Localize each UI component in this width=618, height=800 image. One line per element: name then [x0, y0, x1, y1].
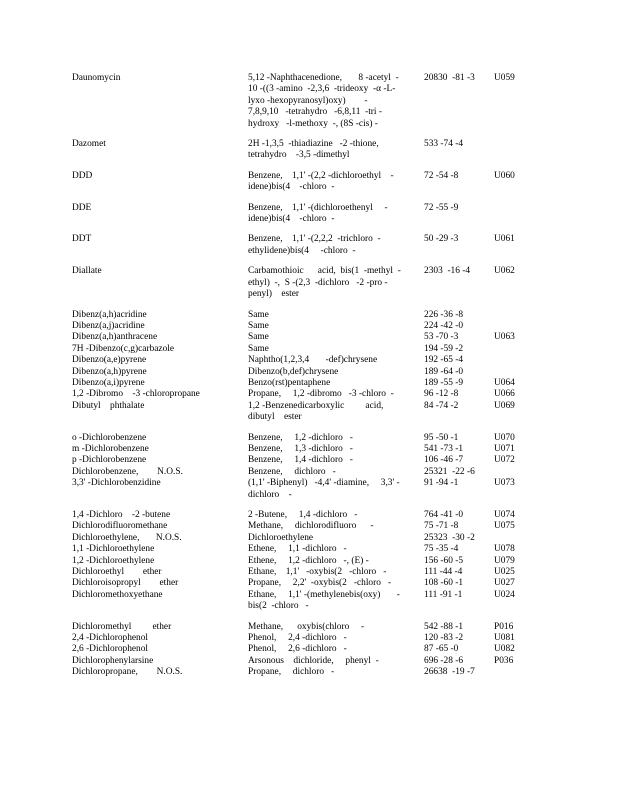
table-row: [72, 203, 532, 235]
cas-number: 91 -94 -1: [424, 478, 459, 489]
chemical-synonym: Same: [248, 320, 269, 331]
table-row: [72, 556, 532, 567]
waste-code: U070: [494, 432, 515, 443]
cas-number: 189 -64 -0: [424, 366, 464, 377]
table-row: [72, 644, 532, 655]
substance-name: Dichloroethyl ether: [72, 567, 162, 578]
cas-number: 764 -41 -0: [424, 510, 464, 520]
cas-number: 75 -35 -4: [424, 544, 459, 555]
chemical-synonym: Ethene, 1,1 -dichloro -: [248, 544, 347, 555]
waste-code: U061: [494, 234, 515, 245]
chemical-synonym: Carbamothioic acid, bis(1 -methyl - ethyl) -, S -(2,3 -dichloro -2 -pro - penyl) ester: [248, 266, 401, 300]
cas-number: 111 -91 -1: [424, 589, 463, 600]
chemical-synonym: Phenol, 2,4 -dichloro -: [248, 633, 347, 644]
cas-number: 111 -44 -4: [424, 567, 463, 578]
chemical-synonym: Propane, 1,2 -dibromo -3 -chloro -: [248, 389, 394, 400]
waste-code: [494, 310, 532, 321]
waste-code: U062: [494, 266, 515, 277]
waste-code: P036: [494, 655, 514, 666]
cas-number: 26638 -19 -7: [424, 667, 475, 678]
substance-name: Daunomycin: [72, 73, 121, 83]
table-row: [72, 590, 532, 622]
cas-number: 194 -59 -2: [424, 343, 464, 354]
waste-code: U064: [494, 377, 515, 388]
table-row: [72, 234, 532, 266]
substance-name: Dichlorodifluoromethane: [72, 521, 168, 532]
table-body: [72, 73, 532, 679]
waste-code: [494, 321, 532, 332]
chemical-synonym: Benzene, dichloro -: [248, 466, 336, 477]
cas-number: 541 -73 -1: [424, 443, 464, 454]
table-row: [72, 544, 532, 555]
waste-code: [494, 139, 532, 171]
cas-number: 87 -65 -0: [424, 644, 459, 655]
table-row: [72, 378, 532, 389]
cas-number: 96 -12 -8: [424, 389, 459, 400]
substance-name: Dibenzo(a,e)pyrene: [72, 355, 147, 366]
cas-number: 696 -28 -6: [424, 655, 464, 666]
substance-name: Dibutyl phthalate: [72, 400, 145, 411]
table-row: [72, 310, 532, 321]
chemical-synonym: Phenol, 2,6 -dichloro -: [248, 644, 347, 655]
table-row: [72, 332, 532, 343]
table-row: [72, 633, 532, 644]
substance-name: Dichloropropane, N.O.S.: [72, 667, 183, 678]
table-row: [72, 367, 532, 378]
waste-code: U027: [494, 578, 515, 589]
cas-number: 226 -36 -8: [424, 309, 464, 320]
table-row: [72, 171, 532, 203]
substance-name: p -Dichlorobenzene: [72, 455, 147, 466]
waste-code: P016: [494, 621, 514, 632]
waste-code: [494, 367, 532, 378]
table-row: [72, 533, 532, 544]
table-row: [72, 444, 532, 455]
substance-name: Diallate: [72, 266, 102, 277]
substance-name: Dibenz(a,h)anthracene: [72, 332, 158, 343]
waste-code: U073: [494, 478, 515, 489]
cas-number: 542 -88 -1: [424, 621, 464, 632]
substance-name: DDT: [72, 234, 92, 245]
table-row: [72, 344, 532, 355]
table-row: [72, 667, 532, 678]
cas-number: 72 -55 -9: [424, 202, 459, 213]
chemical-synonym: Benzene, 1,1' -(2,2,2 -trichloro - ethylidene)bis(4 -chloro -: [248, 234, 381, 256]
table-row: [72, 467, 532, 478]
table-row: [72, 567, 532, 578]
substance-name: 1,2 -Dichloroethylene: [72, 555, 155, 566]
chemical-synonym: (1,1' -Biphenyl) -4,4' -diamine, 3,3' - dichloro -: [248, 478, 400, 500]
table-row: [72, 510, 532, 521]
chemical-synonym: Benzo(rst)pentaphene: [248, 377, 331, 388]
chemical-synonym: Propane, dichloro -: [248, 667, 335, 678]
table-row: [72, 455, 532, 466]
cas-number: 25321 -22 -6: [424, 466, 475, 477]
chemical-synonym: Same: [248, 309, 269, 320]
substance-name: Dibenz(a,h)acridine: [72, 309, 147, 320]
substance-name: 2,6 -Dichlorophenol: [72, 644, 149, 655]
chemical-synonym: Ethane, 1,1' -(methylenebis(oxy) - bis(2 -chloro -: [248, 589, 400, 612]
substance-name: Dichloromethoxyethane: [72, 589, 163, 600]
substance-name: Dibenzo(a,h)pyrene: [72, 366, 147, 377]
chemical-synonym: Ethane, 1,1' -oxybis(2 -chloro -: [248, 567, 387, 578]
chemical-synonym: Same: [248, 343, 269, 354]
waste-code: U081: [494, 633, 515, 644]
chemical-synonym: Methane, oxybis(chloro -: [248, 621, 365, 632]
cas-number: 108 -60 -1: [424, 578, 464, 589]
chemical-synonym: 2H -1,3,5 -thiadiazine -2 -thione, tetrahydro -3,5 -dimethyl: [248, 139, 379, 161]
chemical-synonym: Benzene, 1,3 -dichloro -: [248, 443, 353, 454]
substance-name: Dibenzo(a,i)pyrene: [72, 377, 145, 388]
table-row: [72, 433, 532, 444]
substance-name: 1,4 -Dichloro -2 -butene: [72, 510, 171, 520]
waste-code: U069: [494, 400, 515, 411]
substance-name: 7H -Dibenzo(c,g)carbazole: [72, 343, 175, 354]
waste-code: U060: [494, 170, 515, 181]
chemical-synonym: Arsonous dichloride, phenyl -: [248, 655, 379, 666]
waste-code: [494, 344, 532, 355]
waste-code: [494, 467, 532, 478]
chemical-synonym: Benzene, 1,1' -(2,2 -dichloroethyl - idene)bis(4 -chloro -: [248, 170, 394, 193]
chemical-synonym: 1,2 -Benzenedicarboxylic acid, dibutyl ester: [248, 400, 384, 423]
substance-name: DDE: [72, 202, 92, 213]
table-row: [72, 73, 532, 139]
substance-name: Dazomet: [72, 139, 106, 150]
cas-number: 50 -29 -3: [424, 234, 459, 245]
table-row: [72, 578, 532, 589]
cas-number: 120 -83 -2: [424, 633, 464, 644]
substance-name: Dibenz(a,j)acridine: [72, 320, 145, 331]
waste-code: U079: [494, 555, 515, 566]
waste-code: U025: [494, 567, 515, 578]
cas-number: 75 -71 -8: [424, 521, 459, 532]
substance-name: 2,4 -Dichlorophenol: [72, 633, 149, 644]
chemical-synonym: 2 -Butene, 1,4 -dichloro -: [248, 510, 358, 520]
table-row: [72, 389, 532, 400]
chemical-synonym: Ethene, 1,2 -dichloro -, (E) -: [248, 555, 369, 566]
table-row: [72, 401, 532, 433]
chemical-synonym: Naphtho(1,2,3,4 -def)chrysene: [248, 355, 378, 366]
chemical-synonym: Benzene, 1,1' -(dichloroethenyl - idene)bis(4 -chloro -: [248, 202, 388, 225]
cas-number: 25323 -30 -2: [424, 532, 475, 543]
chemical-synonym: Benzene, 1,2 -dichloro -: [248, 432, 353, 443]
waste-code: [494, 533, 532, 544]
cas-number: 106 -46 -7: [424, 455, 464, 466]
waste-code: U082: [494, 644, 515, 655]
substance-name: 1,2 -Dibromo -3 -chloropropane: [72, 389, 200, 400]
substance-name: 3,3' -Dichlorobenzidine: [72, 478, 161, 489]
chemical-synonym: Same: [248, 332, 269, 343]
chemical-synonym: Propane, 2,2' -oxybis(2 -chloro -: [248, 578, 392, 589]
cas-number: 95 -50 -1: [424, 432, 459, 443]
table-row: [72, 355, 532, 366]
substance-name: DDD: [72, 170, 93, 181]
waste-code: U074: [494, 510, 515, 520]
chemical-synonym: Methane, dichlorodifluoro -: [248, 521, 374, 532]
waste-code: U078: [494, 544, 515, 555]
chemical-synonym: Benzene, 1,4 -dichloro -: [248, 455, 353, 466]
table-row: [72, 321, 532, 332]
cas-number: 20830 -81 -3: [424, 73, 475, 83]
cas-number: 192 -65 -4: [424, 355, 464, 366]
substance-name: Dichloroisopropyl ether: [72, 578, 179, 589]
cas-number: 533 -74 -4: [424, 139, 464, 150]
waste-code: U024: [494, 589, 515, 600]
cas-number: 53 -70 -3: [424, 332, 459, 343]
substance-name: 1,1 -Dichloroethylene: [72, 544, 155, 555]
chemical-synonym: Dichloroethylene: [248, 532, 314, 543]
waste-code: U063: [494, 332, 515, 343]
substance-name: Dichlorophenylarsine: [72, 655, 154, 666]
waste-code: U059: [494, 73, 515, 83]
cas-number: 84 -74 -2: [424, 400, 459, 411]
substance-name: m -Dichlorobenzene: [72, 443, 149, 454]
table-row: [72, 521, 532, 532]
table-row: [72, 656, 532, 667]
cas-number: 189 -55 -9: [424, 377, 464, 388]
waste-code: U066: [494, 389, 515, 400]
substance-name: Dichloroethylene, N.O.S.: [72, 532, 182, 543]
chemical-synonym: Dibenzo(b,def)chrysene: [248, 366, 339, 377]
waste-code: U072: [494, 455, 515, 466]
cas-number: 224 -42 -0: [424, 320, 464, 331]
waste-code: [494, 355, 532, 366]
table-row: [72, 139, 532, 171]
cas-number: 72 -54 -8: [424, 170, 459, 181]
hazardous-substances-table: [72, 73, 532, 679]
chemical-synonym: 5,12 -Naphthacenedione, 8 -acetyl - 10 -((3 -amino -2,3,6 -trideoxy -α -L- lyxo -hexopyranosyl)oxy) - 7,8,9,10 -tetrahydro -6,8,11 -tri - hydroxy -l-methoxy -, (8S -cis) -: [248, 73, 399, 129]
substance-name: Dichloromethyl ether: [72, 621, 172, 632]
substance-name: o -Dichlorobenzene: [72, 432, 147, 443]
waste-code: U071: [494, 443, 515, 454]
waste-code: [494, 667, 532, 678]
cas-number: 156 -60 -5: [424, 555, 464, 566]
substance-name: Dichlorobenzene, N.O.S.: [72, 466, 183, 477]
table-row: [72, 266, 532, 309]
table-row: [72, 622, 532, 633]
cas-number: 2303 -16 -4: [424, 266, 471, 277]
waste-code: U075: [494, 521, 515, 532]
table-row: [72, 478, 532, 510]
waste-code: [494, 203, 532, 235]
